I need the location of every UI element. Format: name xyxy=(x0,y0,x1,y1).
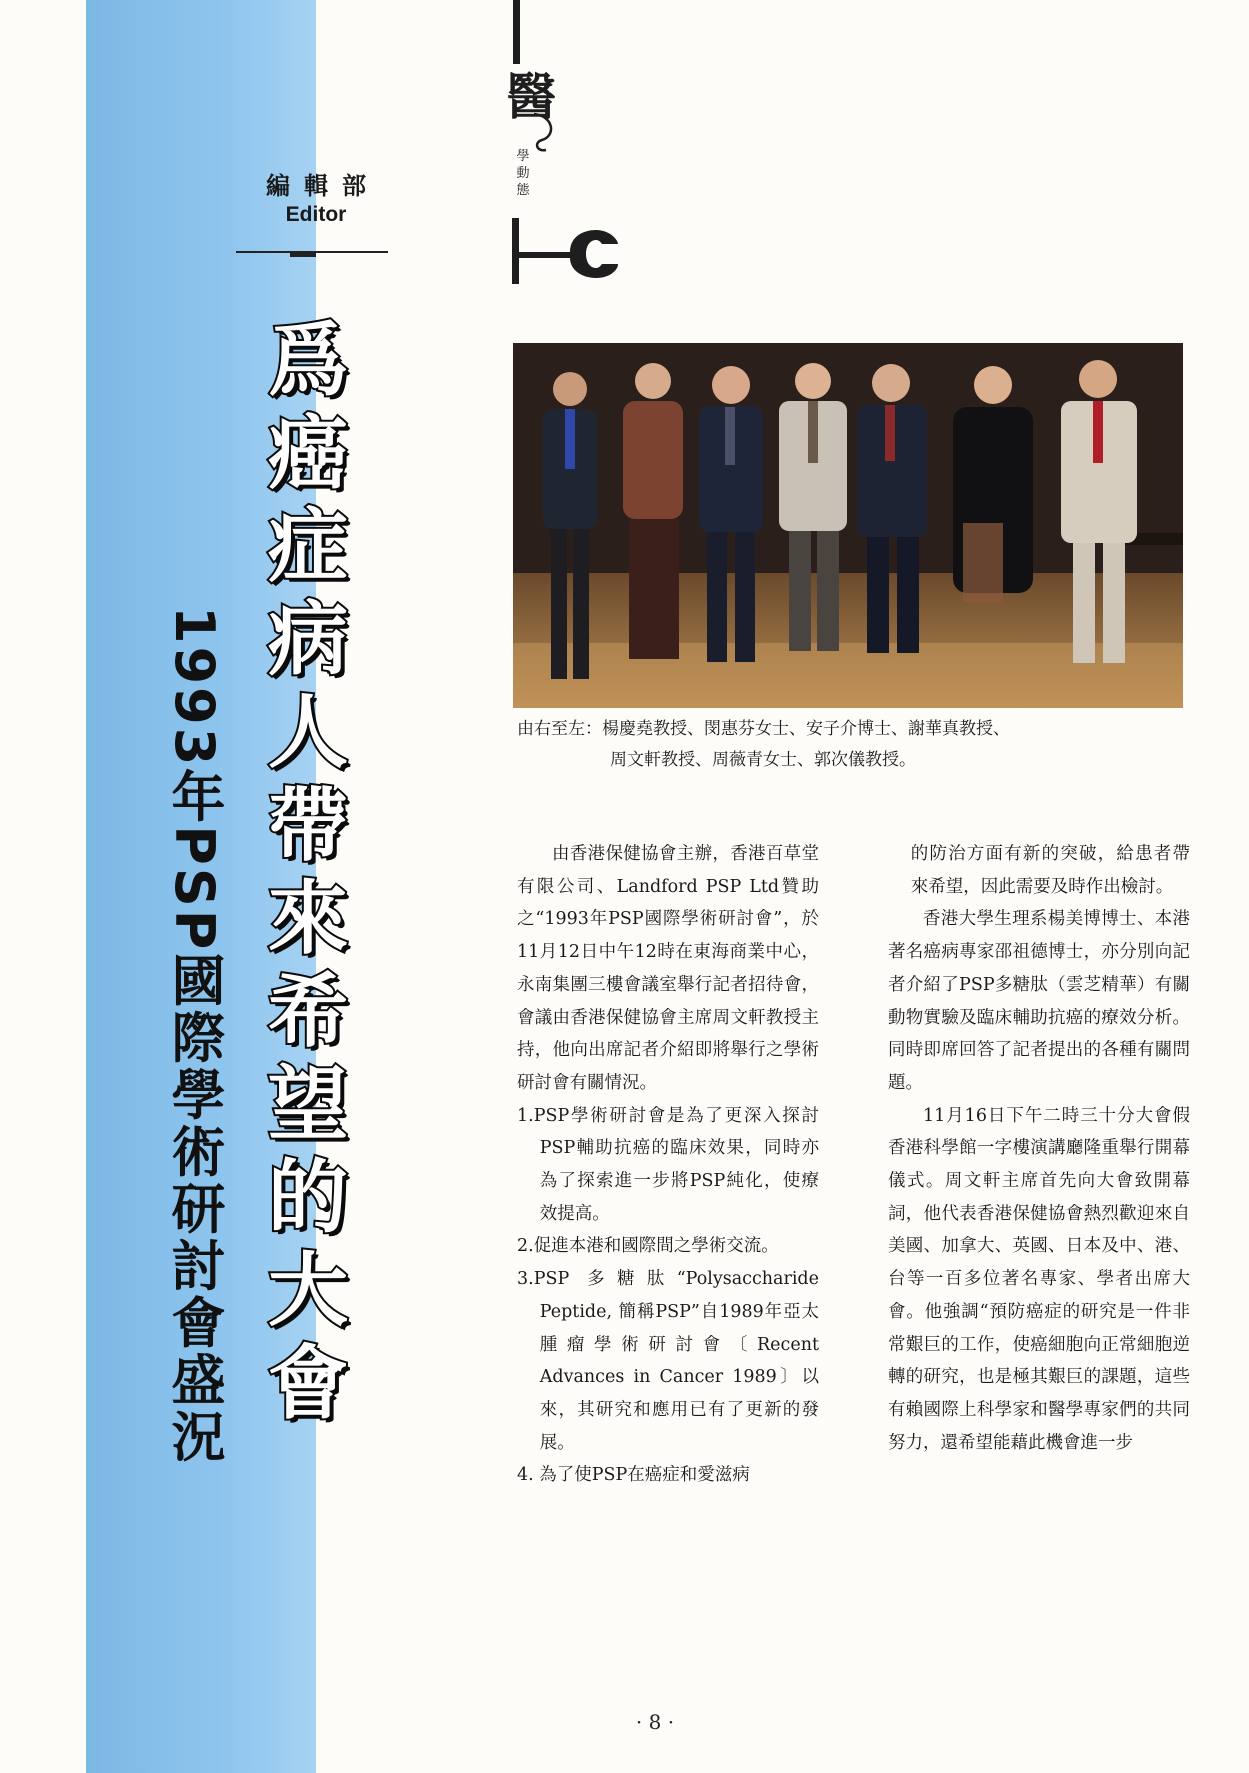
caption-line-2: 周文軒教授、周薇青女士、郭次儀教授。 xyxy=(610,750,916,770)
logo-bar xyxy=(513,0,520,64)
logo-sub-char: 學 xyxy=(516,149,530,164)
logo-sub-char: 態 xyxy=(516,183,530,198)
subtitle xyxy=(162,606,226,1465)
subtitle-psp: PSP xyxy=(163,825,226,953)
person-2 xyxy=(623,363,683,659)
group-photo xyxy=(513,343,1183,708)
hc-logo xyxy=(510,218,650,284)
editor-label-zh: 編輯部 xyxy=(266,172,380,200)
list-item: 3.PSP 多糖肽“Polysaccharide Peptide, 簡稱PSP”自1989年亞太腫瘤學術研討會〔Recent Advances in Cancer 1989〕以來，其研究和應用已有了更新的發展。 xyxy=(517,1269,819,1453)
main-title xyxy=(262,314,354,1430)
article-paragraph: 11月16日下午二時三十分大會假香港科學館一字樓演講廳隆重舉行開幕儀式。周文軒主席首先向大會致開幕詞，他代表香港保健協會熱烈歡迎來自美國、加拿大、英國、日本及中、港、台等一百多位著名專家、學者出席大會。他強調“預防癌症的研究是一件非常艱巨的工作，使癌細胞向正常細胞逆轉的研究，也是極其艱巨的課題，這些有賴國際上科學家和醫學專家們的共同努力，還希望能藉此機會進一步 xyxy=(888,1105,1190,1453)
editor-block xyxy=(236,166,396,227)
list-item: 4. 為了使PSP在癌症和愛滋病 xyxy=(517,1465,750,1486)
logo-sub-char: 動 xyxy=(516,166,530,181)
logo-medical-char: 醫 xyxy=(506,67,556,126)
caption-line-1: 由右至左：楊慶堯教授、閔惠芬女士、安子介博士、謝華真教授、 xyxy=(517,719,1010,739)
title-char: 症 xyxy=(268,500,348,593)
title-char: 大 xyxy=(268,1244,348,1337)
title-char: 病 xyxy=(268,593,348,686)
photo-caption xyxy=(517,714,1117,776)
title-char: 希 xyxy=(268,965,348,1058)
title-char: 會 xyxy=(268,1337,348,1430)
subtitle-year: 1993 xyxy=(163,606,226,769)
subtitle-rest: 國際學術研討會盛況 xyxy=(163,952,226,1466)
article-paragraph: 由香港保健協會主辦，香港百草堂有限公司、Landford PSP Ltd贊助之“1993年PSP國際學術研討會”，於11月12日中午12時在東海商業中心，永南集團三樓會議室舉行記者招待會，會議由香港保健協會主席周文軒教授主持，他向出席記者介紹即將舉行之學術研討會有關情況。 xyxy=(517,844,819,1093)
title-char: 帶 xyxy=(268,779,348,872)
title-char: 的 xyxy=(268,1151,348,1244)
title-char: 望 xyxy=(268,1058,348,1151)
title-char: 癌 xyxy=(268,407,348,500)
editor-rule-mark xyxy=(290,251,316,257)
logo-mark-text: HC xyxy=(530,248,532,249)
title-char: 爲 xyxy=(268,314,348,407)
logo-swirl-icon xyxy=(530,110,560,154)
article-column-right xyxy=(888,838,1190,1459)
list-item: 1.PSP學術研討會是為了更深入探討PSP輔助抗癌的臨床效果，同時亦為了探索進一步將PSP純化，使療效提高。 xyxy=(517,1105,819,1224)
article-paragraph: 香港大學生理系楊美博博士、本港著名癌病專家邵祖德博士，亦分別向記者介紹了PSP多糖肽（雲芝精華）有關動物實驗及臨床輔助抗癌的療效分析。同時即席回答了記者提出的各種有關問題。 xyxy=(888,909,1190,1093)
subtitle-year-suffix: 年 xyxy=(163,768,226,826)
title-char: 人 xyxy=(268,686,348,779)
page-number: · 8 · xyxy=(635,1710,675,1734)
list-item-continuation: 的防治方面有新的突破，給患者帶來希望，因此需要及時作出檢討。 xyxy=(910,844,1190,897)
title-char: 來 xyxy=(268,872,348,965)
editor-label-en: Editor xyxy=(285,203,347,226)
article-column-left xyxy=(517,838,819,1492)
logo-subtitle xyxy=(515,148,531,199)
list-item: 2.促進本港和國際間之學術交流。 xyxy=(517,1236,779,1257)
